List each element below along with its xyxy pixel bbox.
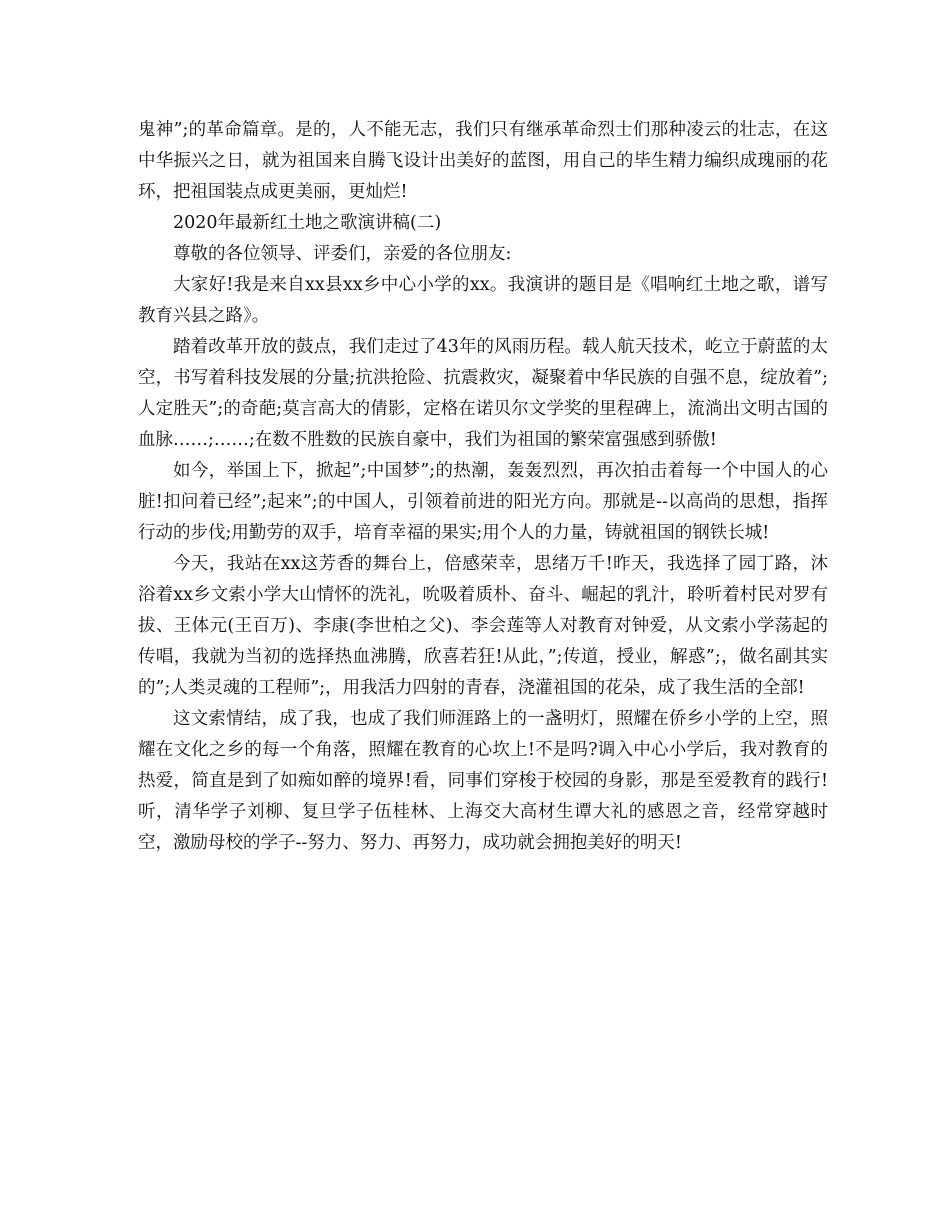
paragraph-wensuo: 这文索情结，成了我，也成了我们师涯路上的一盏明灯，照耀在侨乡小学的上空，照耀在文化之乡的每一个角落，照耀在教育的心坎上!不是吗?调入中心小学后，我对教育的热爱，简直是到了如痴如醉的境界!看，同事们穿梭于校园的身影，那是至爱教育的践行!听，清华学子刘柳、复旦学子伍桂林、上海交大高材生谭大礼的感恩之音，经常穿越时空，激励母校的学子--努力、努力、再努力，成功就会拥抱美好的明天!: [138, 709, 828, 853]
paragraph-china-dream: 如今，举国上下，掀起”;中国梦”;的热潮，轰轰烈烈，再次拍击着每一个中国人的心脏!扣问着已经”;起来”;的中国人，引领着前进的阳光方向。那就是--以高尚的思想，指挥行动的步伐;用勤劳的双手，培育幸福的果实;用个人的力量，铸就祖国的钢铁长城!: [138, 461, 828, 543]
paragraph-reform: 踏着改革开放的鼓点，我们走过了43年的风雨历程。载人航天技术，屹立于蔚蓝的太空，书写着科技发展的分量;抗洪抢险、抗震救灾，凝聚着中华民族的自强不息，绽放着”;人定胜天”;的奇葩;莫言高大的倩影，定格在诺贝尔文学奖的里程碑上，流淌出文明古国的血脉……;……;在数不胜数的民族自豪中，我们为祖国的繁荣富强感到骄傲!: [138, 337, 828, 450]
salutation: 尊敬的各位领导、评委们，亲爱的各位朋友:: [173, 244, 512, 264]
paragraph-continuation: 鬼神”;的革命篇章。是的，人不能无志，我们只有继承革命烈士们那种凌云的壮志，在这中华振兴之日，就为祖国来自腾飞设计出美好的蓝图，用自己的毕生精力编织成瑰丽的花环，把祖国装点成更美丽，更灿烂!: [138, 120, 828, 202]
paragraph-intro: 大家好!我是来自xx县xx乡中心小学的xx。我演讲的题目是《唱响红土地之歌，谱写教育兴县之路》。: [138, 275, 828, 326]
section-title: 2020年最新红土地之歌演讲稿(二): [173, 213, 442, 233]
paragraph-today: 今天，我站在xx这芳香的舞台上，倍感荣幸，思绪万千!昨天，我选择了园丁路，沐浴着xx乡文索小学大山情怀的洗礼，吮吸着质朴、奋斗、崛起的乳汁，聆听着村民对罗有拔、王体元(王百万)、李康(李世柏之父)、李会莲等人对教育对钟爱，从文索小学荡起的传唱，我就为当初的选择热血沸腾，欣喜若狂!从此，”;传道，授业，解惑”;，做名副其实的”;人类灵魂的工程师”;，用我活力四射的青春，浇灌祖国的花朵，成了我生活的全部!: [138, 554, 828, 698]
document-body: [138, 115, 828, 859]
